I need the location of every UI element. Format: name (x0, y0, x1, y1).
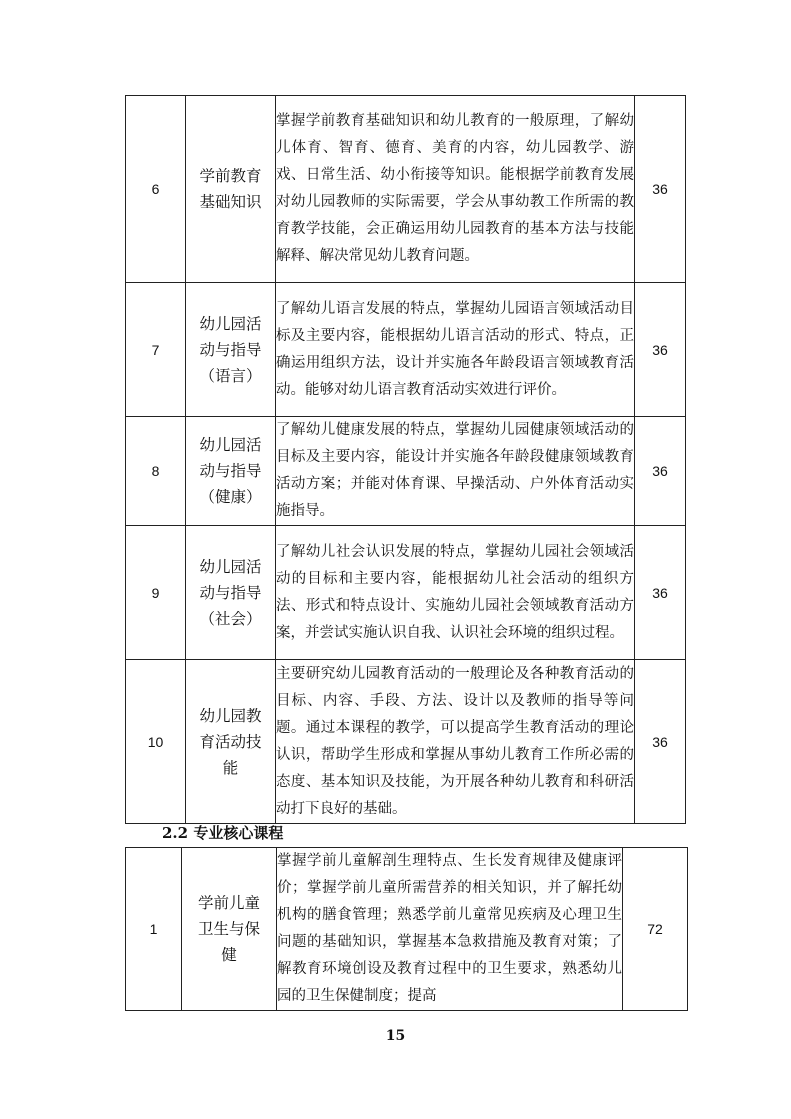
course-name-line: 幼儿园教 (199, 706, 262, 725)
course-name-line: 健 (221, 946, 237, 964)
course-description: 掌握学前儿童解剖生理特点、生长发育规律及健康评价；掌握学前儿童所需营养的相关知识，并了解托幼机构的膳食管理；熟悉学前儿童常见疾病及心理卫生问题的基础知识，掌握基本急救措施及教育对策；了解教育环境创设及教育过程中的卫生要求，熟悉幼儿园的卫生保健制度；提高 (277, 848, 623, 1011)
course-number: 6 (126, 96, 186, 283)
course-hours: 36 (635, 526, 686, 660)
course-number: 1 (126, 848, 182, 1011)
section-heading: 2.2 专业核心课程 (162, 824, 284, 842)
course-name (186, 526, 276, 660)
course-number: 9 (126, 526, 186, 660)
table-row (126, 417, 686, 526)
course-description: 了解幼儿健康发展的特点，掌握幼儿园健康领域活动的目标及主要内容，能设计并实施各年龄段健康领域教育活动方案；并能对体育课、早操活动、户外体育活动实施指导。 (276, 417, 635, 526)
course-number: 7 (126, 283, 186, 417)
course-description: 主要研究幼儿园教育活动的一般理论及各种教育活动的目标、内容、手段、方法、设计以及教师的指导等问题。通过本课程的教学，可以提高学生教育活动的理论认识，帮助学生形成和掌握从事幼儿教育工作所必需的态度、基本知识及技能，为开展各种幼儿教育和科研活动打下良好的基础。 (276, 660, 635, 824)
course-description: 了解幼儿语言发展的特点，掌握幼儿园语言领域活动目标及主要内容，能根据幼儿语言活动的形式、特点，正确运用组织方法，设计并实施各年龄段语言领域教育活动。能够对幼儿语言教育活动实效进行评价。 (276, 283, 635, 417)
course-name (186, 660, 276, 824)
table-row (126, 526, 686, 660)
course-name-line: 动与指导 (199, 462, 262, 480)
course-name (182, 848, 277, 1011)
course-hours: 36 (635, 283, 686, 417)
course-number: 10 (126, 660, 186, 824)
course-name-line: 动与指导 (199, 340, 262, 359)
course-hours: 36 (635, 660, 686, 824)
course-name (186, 96, 276, 283)
course-name-line: 能 (222, 758, 239, 777)
course-name-line: （健康） (199, 488, 262, 506)
course-name-line: 学前教育 (199, 167, 262, 185)
table-row (126, 283, 686, 417)
course-name-line: 动与指导 (199, 583, 262, 602)
course-number: 8 (126, 417, 186, 526)
course-name-line: 卫生与保 (197, 920, 260, 938)
table-row (126, 96, 686, 283)
course-name (186, 283, 276, 417)
course-name-line: 幼儿园活 (199, 314, 262, 333)
course-table-general (125, 95, 686, 824)
course-name-line: （语言） (199, 366, 262, 385)
page-number: 15 (385, 1028, 406, 1044)
course-name-line: 幼儿园活 (199, 557, 262, 576)
course-name (186, 417, 276, 526)
course-hours: 36 (635, 417, 686, 526)
course-table-core (125, 847, 688, 1011)
course-description: 了解幼儿社会认识发展的特点，掌握幼儿园社会领域活动的目标和主要内容，能根据幼儿社会活动的组织方法、形式和特点设计、实施幼儿园社会领域教育活动方案，并尝试实施认识自我、认识社会环境的组织过程。 (276, 526, 635, 660)
course-hours: 36 (635, 96, 686, 283)
table-row (126, 848, 688, 1011)
table-row (126, 660, 686, 824)
course-name-line: 基础知识 (199, 193, 262, 211)
course-name-line: 学前儿童 (197, 894, 260, 912)
course-name-line: 育活动技 (199, 732, 262, 751)
course-hours: 72 (623, 848, 688, 1011)
course-name-line: （社会） (199, 609, 262, 628)
course-description: 掌握学前教育基础知识和幼儿教育的一般原理，了解幼儿体育、智育、德育、美育的内容，幼儿园教学、游戏、日常生活、幼小衔接等知识。能根据学前教育发展对幼儿园教师的实际需要，学会从事幼教工作所需的教育教学技能，会正确运用幼儿园教育的基本方法与技能解释、解决常见幼儿教育问题。 (276, 96, 635, 283)
course-name-line: 幼儿园活 (199, 436, 262, 454)
